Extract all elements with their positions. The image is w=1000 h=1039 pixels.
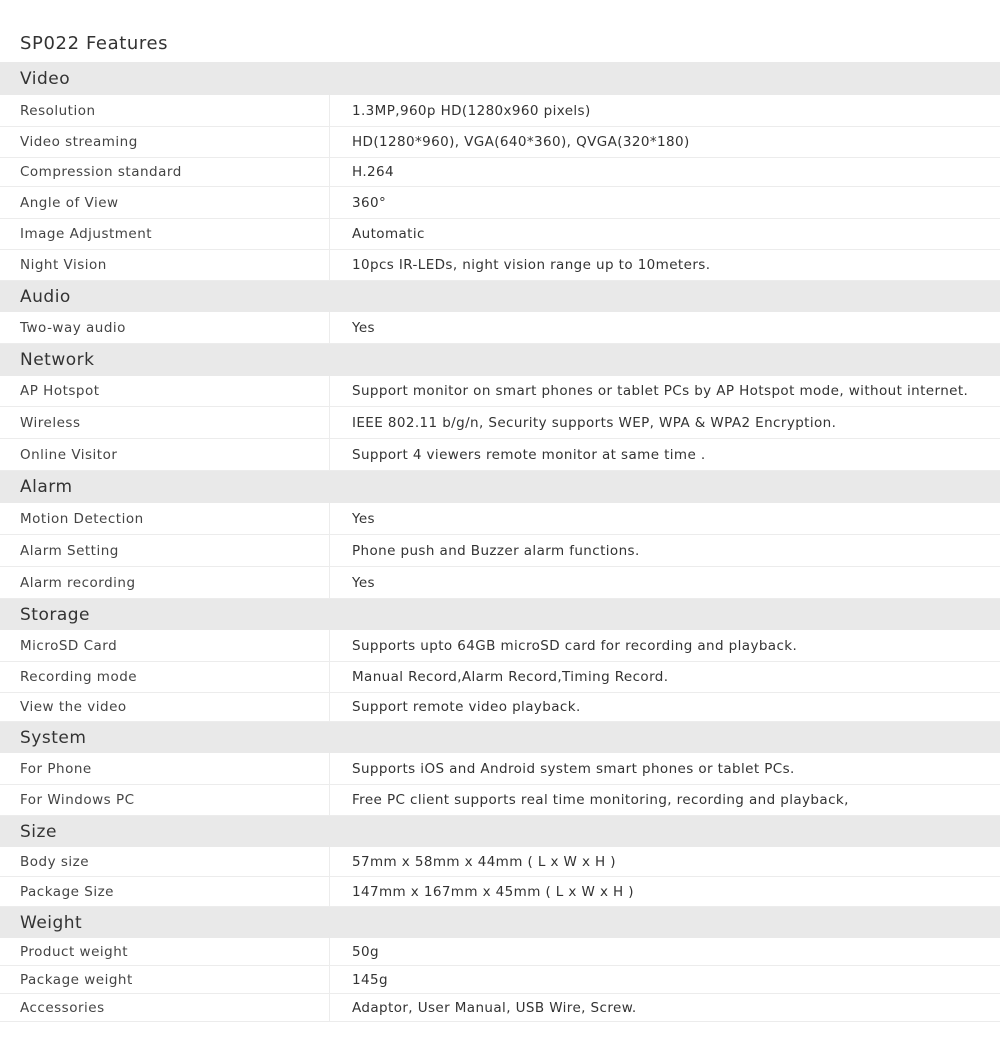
spec-value: Support remote video playback. bbox=[352, 699, 581, 715]
column-divider bbox=[329, 535, 330, 566]
spec-label: Package weight bbox=[20, 971, 133, 988]
column-divider bbox=[329, 785, 330, 815]
column-divider bbox=[329, 938, 330, 965]
section-title: Weight bbox=[20, 912, 83, 933]
column-divider bbox=[329, 847, 330, 876]
column-divider bbox=[329, 503, 330, 534]
spec-label: Accessories bbox=[20, 999, 105, 1016]
spec-value: Manual Record,Alarm Record,Timing Record. bbox=[352, 669, 669, 685]
spec-label: Night Vision bbox=[20, 257, 107, 273]
spec-value: 57mm x 58mm x 44mm ( L x W x H ) bbox=[352, 853, 616, 870]
column-divider bbox=[329, 662, 330, 692]
spec-label: Two-way audio bbox=[20, 319, 126, 336]
spec-value: 10pcs IR-LEDs, night vision range up to 10meters. bbox=[352, 257, 711, 273]
table-row bbox=[0, 877, 1000, 907]
table-row bbox=[0, 753, 1000, 785]
spec-value: IEEE 802.11 b/g/n, Security supports WEP, WPA & WPA2 Encryption. bbox=[352, 414, 837, 431]
spec-value: Free PC client supports real time monitoring, recording and playback, bbox=[352, 792, 849, 808]
spec-label: Product weight bbox=[20, 943, 129, 960]
table-row bbox=[0, 994, 1000, 1022]
table-row bbox=[0, 503, 1000, 535]
spec-label: Resolution bbox=[20, 102, 96, 119]
table-row bbox=[0, 312, 1000, 344]
table-row bbox=[0, 439, 1000, 471]
table-row bbox=[0, 662, 1000, 693]
spec-label: Online Visitor bbox=[20, 446, 118, 463]
table-row bbox=[0, 847, 1000, 877]
section-header-audio bbox=[0, 281, 1000, 312]
section-header-network bbox=[0, 344, 1000, 376]
table-row bbox=[0, 376, 1000, 407]
table-row bbox=[0, 693, 1000, 722]
column-divider bbox=[329, 439, 330, 470]
column-divider bbox=[329, 158, 330, 186]
spec-value: Phone push and Buzzer alarm functions. bbox=[352, 542, 640, 559]
spec-value: Yes bbox=[352, 319, 375, 336]
table-row bbox=[0, 127, 1000, 158]
section-header-size bbox=[0, 816, 1000, 847]
spec-value: H.264 bbox=[352, 164, 394, 180]
spec-label: For Windows PC bbox=[20, 792, 135, 808]
spec-value: Supports upto 64GB microSD card for recording and playback. bbox=[352, 637, 798, 654]
column-divider bbox=[329, 127, 330, 157]
table-row bbox=[0, 407, 1000, 439]
column-divider bbox=[329, 95, 330, 126]
section-title: Network bbox=[20, 350, 95, 370]
table-row bbox=[0, 535, 1000, 567]
spec-label: Body size bbox=[20, 853, 90, 870]
spec-value: 50g bbox=[352, 943, 379, 960]
section-title: Alarm bbox=[20, 477, 73, 497]
column-divider bbox=[329, 966, 330, 993]
table-row bbox=[0, 966, 1000, 994]
spec-label: Wireless bbox=[20, 414, 81, 431]
spec-label: MicroSD Card bbox=[20, 637, 118, 654]
spec-label: View the video bbox=[20, 699, 127, 715]
section-title: Video bbox=[20, 68, 71, 89]
column-divider bbox=[329, 376, 330, 406]
spec-value: 147mm x 167mm x 45mm ( L x W x H ) bbox=[352, 883, 634, 900]
column-divider bbox=[329, 994, 330, 1021]
table-row bbox=[0, 187, 1000, 219]
spec-value: Yes bbox=[352, 510, 375, 527]
table-row bbox=[0, 250, 1000, 281]
spec-label: For Phone bbox=[20, 760, 92, 777]
spec-label: Compression standard bbox=[20, 164, 182, 180]
column-divider bbox=[329, 567, 330, 598]
section-title: Audio bbox=[20, 286, 71, 307]
column-divider bbox=[329, 407, 330, 438]
section-header-storage bbox=[0, 599, 1000, 630]
section-title: System bbox=[20, 727, 87, 748]
column-divider bbox=[329, 312, 330, 343]
spec-value: Support 4 viewers remote monitor at same time . bbox=[352, 446, 706, 463]
spec-value: Supports iOS and Android system smart phones or tablet PCs. bbox=[352, 760, 795, 777]
spec-label: Package Size bbox=[20, 883, 114, 900]
table-row bbox=[0, 567, 1000, 599]
spec-value: Yes bbox=[352, 574, 375, 591]
spec-value: Automatic bbox=[352, 226, 425, 242]
section-header-alarm bbox=[0, 471, 1000, 503]
spec-label: Video streaming bbox=[20, 134, 138, 150]
table-row bbox=[0, 95, 1000, 127]
spec-value: HD(1280*960), VGA(640*360), QVGA(320*180) bbox=[352, 134, 690, 150]
spec-label: Image Adjustment bbox=[20, 226, 153, 242]
spec-label: AP Hotspot bbox=[20, 383, 100, 399]
section-header-weight bbox=[0, 907, 1000, 938]
spec-label: Alarm Setting bbox=[20, 542, 119, 559]
spec-label: Angle of View bbox=[20, 194, 119, 211]
table-row bbox=[0, 785, 1000, 816]
column-divider bbox=[329, 693, 330, 721]
section-header-system bbox=[0, 722, 1000, 753]
column-divider bbox=[329, 250, 330, 280]
spec-label: Alarm recording bbox=[20, 574, 136, 591]
column-divider bbox=[329, 187, 330, 218]
spec-label: Motion Detection bbox=[20, 510, 144, 527]
spec-label: Recording mode bbox=[20, 669, 138, 685]
page-title: SP022 Features bbox=[20, 33, 169, 54]
spec-value: Adaptor, User Manual, USB Wire, Screw. bbox=[352, 999, 637, 1016]
spec-value: 1.3MP,960p HD(1280x960 pixels) bbox=[352, 102, 591, 119]
spec-value: Support monitor on smart phones or tablet PCs by AP Hotspot mode, without internet. bbox=[352, 383, 969, 399]
column-divider bbox=[329, 877, 330, 906]
column-divider bbox=[329, 753, 330, 784]
spec-value: 360° bbox=[352, 194, 387, 211]
column-divider bbox=[329, 219, 330, 249]
table-row bbox=[0, 158, 1000, 187]
section-header-video bbox=[0, 62, 1000, 95]
table-row bbox=[0, 938, 1000, 966]
spec-value: 145g bbox=[352, 971, 388, 988]
column-divider bbox=[329, 630, 330, 661]
table-row bbox=[0, 630, 1000, 662]
section-title: Size bbox=[20, 821, 57, 842]
section-title: Storage bbox=[20, 604, 91, 625]
table-row bbox=[0, 219, 1000, 250]
